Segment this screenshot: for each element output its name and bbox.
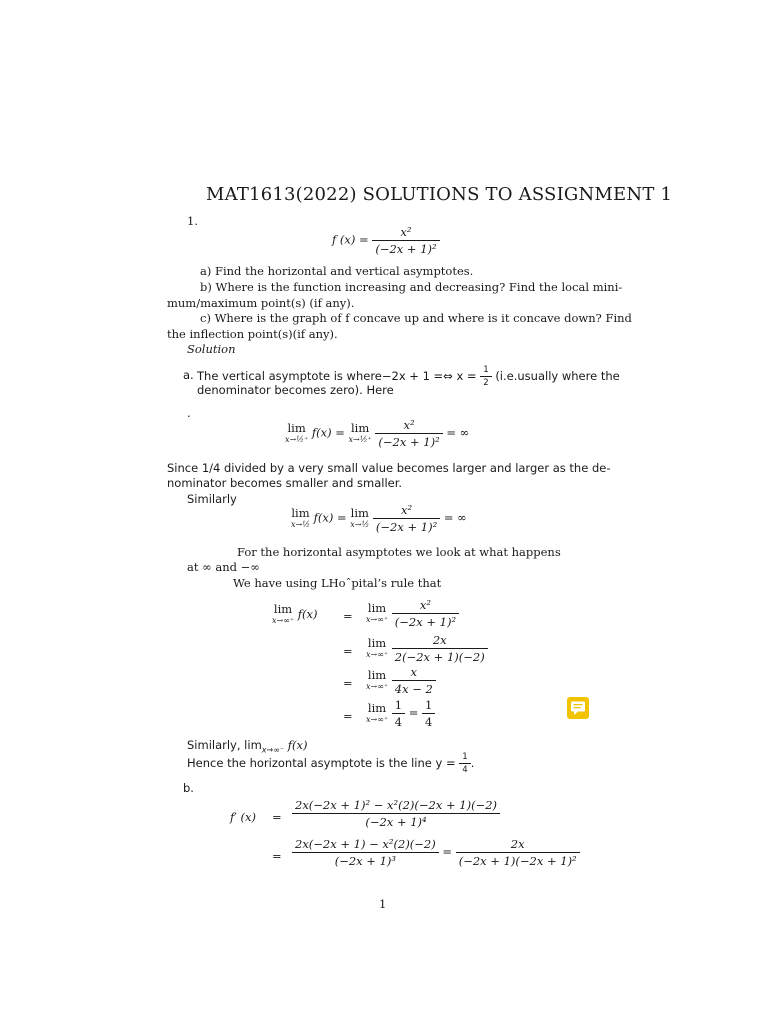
- eq-sign: =: [408, 705, 419, 720]
- solution-a-marker: a.: [183, 368, 194, 382]
- deriv-fraction: [292, 798, 500, 829]
- hence-denominator: 4: [462, 765, 468, 775]
- rhs-denominator: 4: [394, 715, 403, 729]
- rhs-denominator: 4x − 2: [394, 682, 433, 696]
- eq-sign-4: =: [343, 709, 353, 723]
- func-numerator: x²: [372, 225, 439, 241]
- lhopital-rhs-1: [366, 598, 459, 629]
- lhopital-line: We have using LHoˆpital’s rule that: [233, 576, 442, 590]
- rhs-denominator: (−2x + 1)²: [394, 615, 457, 629]
- solution-a-text: The vertical asymptote is where−2x + 1 =⇔ x =: [197, 369, 477, 383]
- deriv-denominator: (−2x + 1)³: [334, 854, 397, 868]
- lim-right: [350, 505, 370, 530]
- derivative-rhs-1: [292, 798, 500, 829]
- since-line1: Since 1/4 divided by a very small value becomes larger and larger as the de-: [167, 461, 611, 475]
- limit-equation-2: [291, 503, 467, 534]
- rhs-fraction: [392, 665, 436, 696]
- half-numerator: 1: [480, 365, 491, 377]
- lim-word: lim: [291, 505, 310, 520]
- lim-word: lim: [367, 600, 387, 615]
- part-b-question-line1: b) Where is the function increasing and decreasing? Find the local mini-: [200, 280, 623, 294]
- derivative-rhs-2: [292, 837, 580, 868]
- lim-word-block: [366, 635, 389, 660]
- deriv-numerator: 2x(−2x + 1) − x²(2)(−2): [292, 837, 439, 853]
- lim-subscript: x→½: [350, 519, 370, 529]
- lhopital-row-1: [272, 604, 317, 626]
- similarly-2-tail: f(x): [287, 738, 308, 752]
- lhopital-rhs-2: [366, 633, 488, 664]
- hence-period: .: [470, 756, 475, 770]
- lim-subscript: x→∞⁺: [366, 681, 389, 691]
- lim-subscript: x→∞⁺: [366, 714, 389, 724]
- solution-label: Solution: [187, 342, 236, 356]
- question-number: 1.: [187, 214, 198, 228]
- lim-subscript: x→∞⁺: [366, 649, 389, 659]
- comment-note-icon[interactable]: [567, 697, 589, 719]
- page-number: 1: [379, 897, 387, 911]
- solution-a-text-end: (i.e.usually where the: [495, 369, 620, 383]
- deriv-fraction: [292, 837, 439, 868]
- rhs-fraction: [392, 598, 459, 629]
- lim-word-block: [366, 700, 389, 725]
- solution-a-line2: denominator becomes zero). Here: [197, 383, 394, 397]
- half-denominator: 2: [483, 378, 489, 388]
- eq-sign-2: =: [343, 644, 353, 658]
- func-lhs: f (x) =: [332, 232, 369, 247]
- rhs-fraction: [392, 633, 488, 664]
- eq-sign-1: =: [343, 609, 353, 623]
- document-title: MAT1613(2022) SOLUTIONS TO ASSIGNMENT 1: [206, 184, 673, 205]
- equals-infinity: = ∞: [446, 425, 470, 440]
- hence-line: [187, 752, 474, 775]
- func-fraction: [372, 225, 439, 256]
- deriv-denominator: (−2x + 1)⁴: [365, 815, 427, 829]
- comment-note-glyph: [570, 700, 586, 716]
- lim-numerator: x²: [375, 418, 442, 434]
- lim-f: f(x) =: [311, 425, 345, 440]
- rhs-numerator: 2x: [392, 633, 488, 649]
- lim-f: f(x): [297, 607, 318, 621]
- lim-subscript: x→∞⁺: [272, 616, 295, 625]
- lhopital-rhs-3: [366, 665, 436, 696]
- lim-numerator: x²: [373, 503, 440, 519]
- lim-word-block: [366, 600, 389, 625]
- part-a-question: a) Find the horizontal and vertical asymptotes.: [200, 264, 474, 278]
- lim-fraction: [375, 418, 442, 449]
- horizontal-line2: at ∞ and −∞: [187, 560, 260, 574]
- lim-subscript: x→½: [291, 519, 310, 529]
- hence-numerator: 1: [459, 752, 470, 764]
- similarly-2-subscript: x→∞⁻: [261, 745, 285, 755]
- rhs-denominator: 2(−2x + 1)(−2): [394, 650, 485, 664]
- deriv-final-numerator: 2x: [456, 837, 580, 853]
- lim-f: f(x) =: [313, 510, 347, 525]
- lim-subscript: x→½⁺: [348, 434, 372, 444]
- lim-subscript: x→½⁺: [285, 434, 309, 444]
- rhs-numerator: 1: [392, 698, 405, 714]
- part-c-question-line2: the inflection point(s)(if any).: [167, 327, 338, 341]
- eq-sign: =: [442, 844, 453, 859]
- lim-denominator: (−2x + 1)²: [375, 520, 438, 534]
- horizontal-line1: For the horizontal asymptotes we look at what happens: [237, 545, 561, 559]
- deriv-numerator: 2x(−2x + 1)² − x²(2)(−2x + 1)(−2): [292, 798, 500, 814]
- part-b-marker: b.: [183, 781, 194, 795]
- deriv-fraction-final: [456, 837, 580, 868]
- equals-infinity: = ∞: [443, 510, 467, 525]
- similarly-2-text: Similarly, lim: [187, 738, 262, 752]
- lim-word: lim: [287, 420, 306, 435]
- eq-sign-3: =: [343, 676, 353, 690]
- derivative-lhs: f′ (x): [230, 810, 256, 824]
- since-line2: nominator becomes smaller and smaller.: [167, 476, 403, 490]
- hence-fraction: [459, 752, 470, 775]
- result-numerator: 1: [422, 698, 435, 714]
- lim-fraction: [373, 503, 440, 534]
- rhs-numerator: x: [392, 665, 436, 681]
- lim-word: lim: [367, 667, 387, 682]
- lim-left: [291, 505, 310, 530]
- deriv-eq-1: =: [272, 810, 282, 824]
- limit-equation-1: [285, 418, 469, 449]
- rhs-fraction-result: [422, 698, 435, 729]
- lim-word: lim: [273, 602, 293, 616]
- rhs-numerator: x²: [392, 598, 459, 614]
- lim-left: [272, 604, 294, 626]
- rhs-fraction: [392, 698, 405, 729]
- func-denominator: (−2x + 1)²: [375, 242, 437, 256]
- lim-subscript: x→∞⁺: [366, 614, 389, 624]
- stray-dot: .: [187, 406, 191, 420]
- lim-denominator: (−2x + 1)²: [378, 435, 440, 449]
- similarly-label: Similarly: [187, 492, 237, 506]
- lim-word: lim: [367, 700, 387, 715]
- function-definition: [332, 225, 440, 256]
- lim-word: lim: [351, 420, 370, 435]
- lim-word: lim: [367, 635, 387, 650]
- deriv-eq-2: =: [272, 849, 282, 863]
- part-c-question-line1: c) Where is the graph of f concave up and where is it concave down? Find: [200, 311, 632, 325]
- lim-word: lim: [350, 505, 369, 520]
- lim-left: [285, 420, 309, 445]
- half-fraction: [480, 365, 491, 388]
- hence-text: Hence the horizontal asymptote is the line y =: [187, 756, 456, 770]
- lim-word-block: [366, 667, 389, 692]
- deriv-final-denominator: (−2x + 1)(−2x + 1)²: [458, 854, 577, 868]
- lhopital-rhs-4: [366, 698, 435, 729]
- lim-right: [348, 420, 372, 445]
- result-denominator: 4: [425, 715, 433, 729]
- part-b-question-line2: mum/maximum point(s) (if any).: [167, 296, 355, 310]
